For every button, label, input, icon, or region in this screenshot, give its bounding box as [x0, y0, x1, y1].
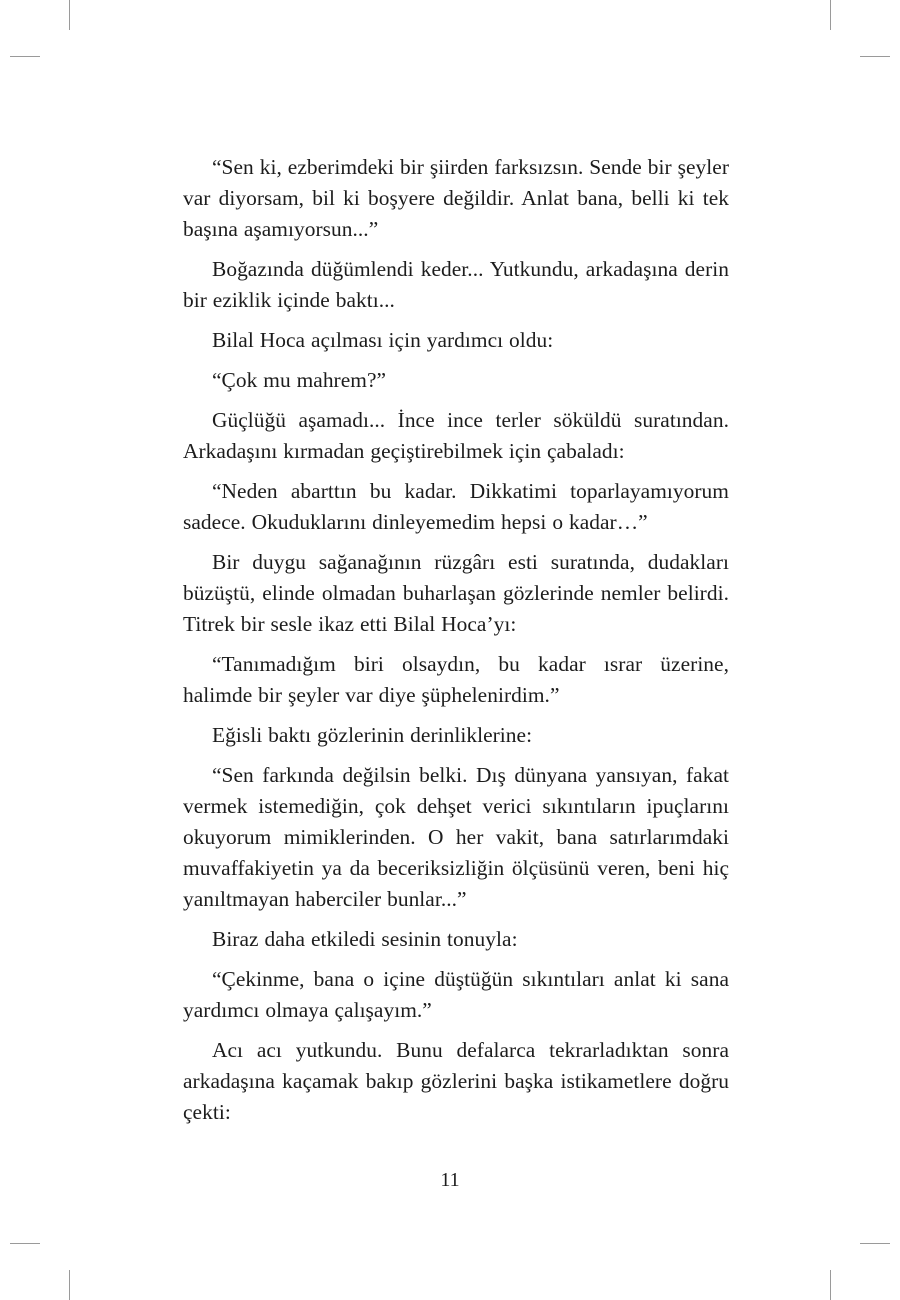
paragraph: “Tanımadığım biri olsaydın, bu kadar ısrar üzerine, halimde bir şeyler var diye şüphelenirdim.” — [183, 652, 729, 707]
paragraph: “Neden abarttın bu kadar. Dikkatimi toparlayamıyorum sadece. Okuduklarını dinleyemedim hepsi o kadar…” — [183, 479, 729, 534]
page-body-text — [183, 152, 729, 1137]
crop-mark-bottom-left-horizontal — [10, 1243, 40, 1244]
crop-mark-top-right-vertical — [830, 0, 831, 30]
crop-mark-bottom-right-vertical — [830, 1270, 831, 1300]
crop-mark-top-left-vertical — [69, 0, 70, 30]
crop-mark-top-left-horizontal — [10, 56, 40, 57]
crop-mark-bottom-right-horizontal — [860, 1243, 890, 1244]
paragraph: Eğisli baktı gözlerinin derinliklerine: — [212, 723, 533, 747]
paragraph: “Çekinme, bana o içine düştüğün sıkıntıları anlat ki sana yardımcı olmaya çalışayım.” — [183, 967, 729, 1022]
crop-mark-bottom-left-vertical — [69, 1270, 70, 1300]
paragraph: “Sen farkında değilsin belki. Dış dünyana yansıyan, fakat vermek istemediğin, çok dehşet verici sıkıntıların ipuçlarını okuyorum mimiklerinden. O her vakit, bana satırlarımdaki muvaffakiyetin ya da beceriksizliğin ölçüsünü veren, beni hiç yanıltmayan haberciler bunlar...” — [183, 763, 729, 911]
page-number: 11 — [440, 1169, 460, 1191]
crop-mark-top-right-horizontal — [860, 56, 890, 57]
paragraph: “Sen ki, ezberimdeki bir şiirden farksızsın. Sende bir şeyler var diyorsam, bil ki boşyere değildir. Anlat bana, belli ki tek başına aşamıyorsun...” — [183, 155, 729, 241]
paragraph: Güçlüğü aşamadı... İnce ince terler söküldü suratından. Arkadaşını kırmadan geçiştirebilmek için çabaladı: — [183, 408, 729, 463]
paragraph: Acı acı yutkundu. Bunu defalarca tekrarladıktan sonra arkadaşına kaçamak bakıp gözlerini başka istikametlere doğru çekti: — [183, 1038, 729, 1124]
paragraph: “Çok mu mahrem?” — [212, 368, 387, 392]
paragraph: Bir duygu sağanağının rüzgârı esti suratında, dudakları büzüştü, elinde olmadan buharlaşan gözlerinde nemler belirdi. Titrek bir sesle ikaz etti Bilal Hoca’yı: — [183, 550, 729, 636]
paragraph: Boğazında düğümlendi keder... Yutkundu, arkadaşına derin bir eziklik içinde baktı... — [183, 257, 729, 312]
paragraph: Bilal Hoca açılması için yardımcı oldu: — [212, 328, 554, 352]
paragraph: Biraz daha etkiledi sesinin tonuyla: — [212, 927, 518, 951]
